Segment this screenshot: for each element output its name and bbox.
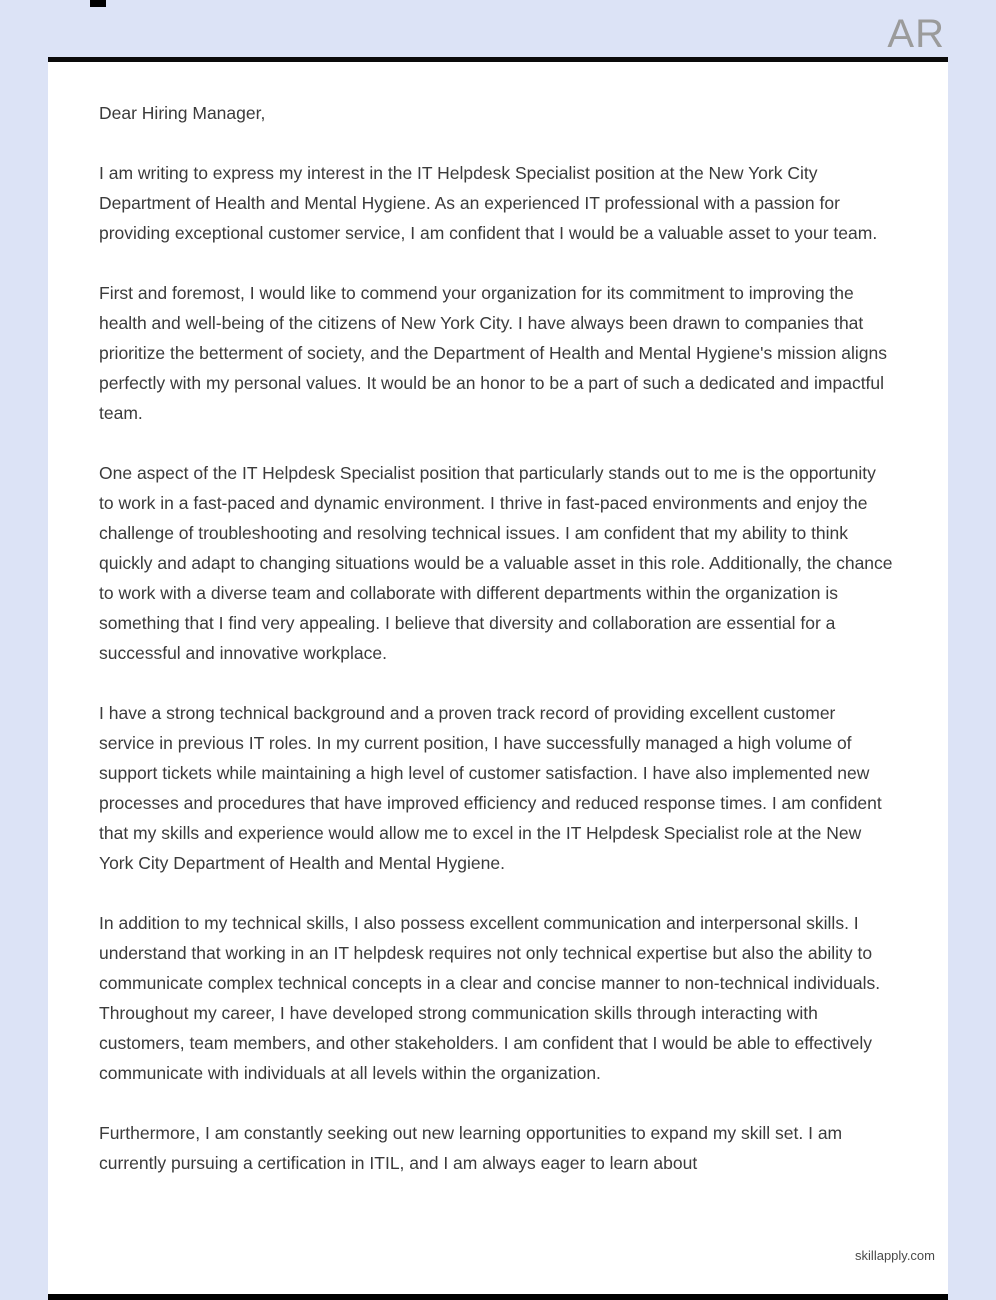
letter-paragraph: Furthermore, I am constantly seeking out new learning opportunities to expand my skill set. I am currently pursuing a certification in ITIL, and I am always eager to learn about <box>99 1123 843 1173</box>
letter-paragraph: First and foremost, I would like to commend your organization for its commitment to improving the health and well-being of the citizens of New York City. I have always been drawn to companies that prioritize the betterment of society, and the Department of Health and Mental Hygiene's mission aligns perfectly with my personal values. It would be an honor to be a part of such a dedicated and impactful team. <box>99 283 888 423</box>
top-left-mark <box>90 0 106 7</box>
salutation: Dear Hiring Manager, <box>99 103 266 123</box>
letter-body <box>48 62 948 1178</box>
letter-paragraph: One aspect of the IT Helpdesk Specialist position that particularly stands out to me is the opportunity to work in a fast-paced and dynamic environment. I thrive in fast-paced environments and enjoy the challenge of troubleshooting and resolving technical issues. I am confident that my ability to think quickly and adapt to changing situations would be a valuable asset in this role. Additionally, the chance to work with a diverse team and collaborate with different departments within the organization is something that I find very appealing. I believe that diversity and collaboration are essential for a successful and innovative workplace. <box>99 463 893 663</box>
brand-logo: AR <box>887 12 945 56</box>
watermark: skillapply.com <box>855 1248 935 1263</box>
letter-paragraph: I am writing to express my interest in the IT Helpdesk Specialist position at the New York City Department of Health and Mental Hygiene. As an experienced IT professional with a passion for providing exceptional customer service, I am confident that I would be a valuable asset to your team. <box>99 163 878 243</box>
bottom-border <box>48 1294 948 1300</box>
letter-paragraph: I have a strong technical background and a proven track record of providing excellent customer service in previous IT roles. In my current position, I have successfully managed a high volume of support tickets while maintaining a high level of customer satisfaction. I have also implemented new processes and procedures that have improved efficiency and reduced response times. I am confident that my skills and experience would allow me to excel in the IT Helpdesk Specialist role at the New York City Department of Health and Mental Hygiene. <box>99 703 882 873</box>
letter-paragraph: In addition to my technical skills, I also possess excellent communication and interpersonal skills. I understand that working in an IT helpdesk requires not only technical expertise but also the ability to communicate complex technical concepts in a clear and concise manner to non-technical individuals. Throughout my career, I have developed strong communication skills through interacting with customers, team members, and other stakeholders. I am confident that I would be able to effectively communicate with individuals at all levels within the organization. <box>99 913 881 1083</box>
cover-letter-page <box>48 57 948 1300</box>
